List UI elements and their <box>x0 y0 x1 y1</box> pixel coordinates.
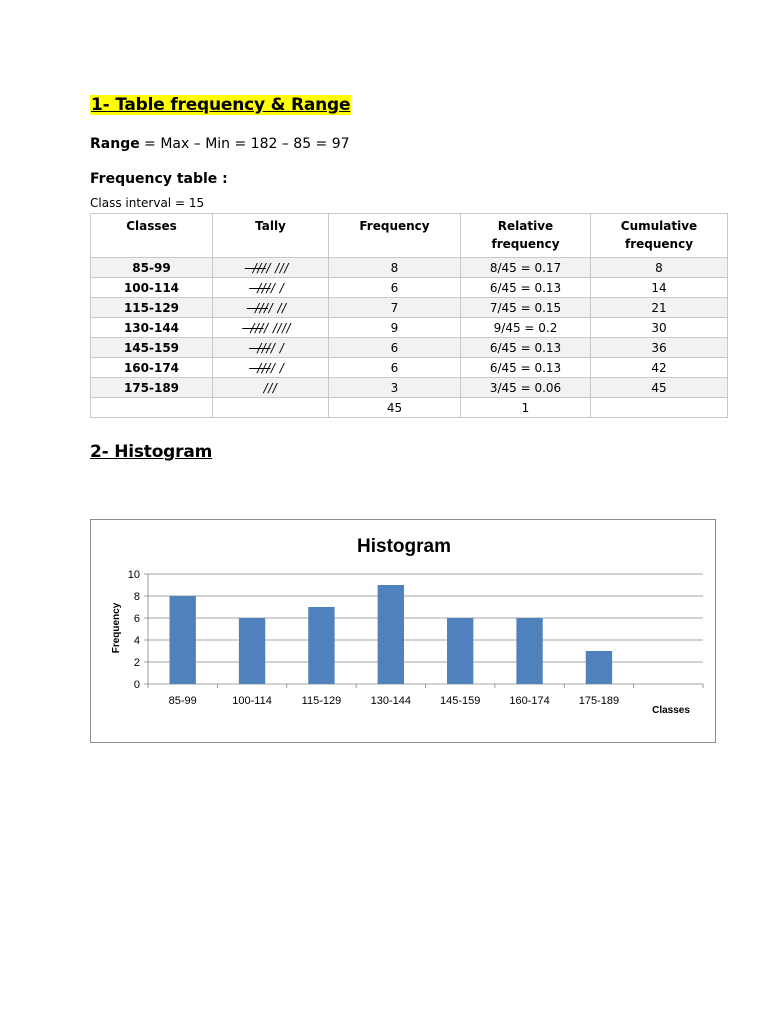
frequency-table-title: Frequency table : <box>90 171 228 187</box>
cell-cumulative: 45 <box>591 378 728 398</box>
y-tick-label: 6 <box>133 613 140 625</box>
cell-relative: 7/45 = 0.15 <box>461 298 591 318</box>
section1-title: 1- Table frequency & Range <box>91 95 351 115</box>
cell-frequency-total: 45 <box>329 398 461 418</box>
cell-cumulative: 42 <box>591 358 728 378</box>
cell-classes: 175-189 <box>91 378 213 398</box>
cell-tally: /// <box>213 378 329 398</box>
histogram-bar <box>170 596 196 684</box>
cell-cumulative: 8 <box>591 258 728 278</box>
cell-tally: ̶/̶/̶/̶/ //// <box>213 318 329 338</box>
x-tick-label: 85-99 <box>168 695 197 707</box>
header-cumulative-frequency: Cumulative frequency <box>591 214 728 258</box>
cell-tally: ̶/̶/̶/̶/ / <box>213 358 329 378</box>
cell-tally: ̶/̶/̶/̶/ // <box>213 298 329 318</box>
table-row <box>91 378 728 398</box>
cell-relative: 6/45 = 0.13 <box>461 278 591 298</box>
y-tick-label: 2 <box>133 657 140 669</box>
cell-cumulative: 30 <box>591 318 728 338</box>
table-header-row <box>91 214 728 258</box>
cell-cumulative: 36 <box>591 338 728 358</box>
x-tick-label: 130-144 <box>370 695 411 707</box>
range-line <box>90 136 350 152</box>
table-row <box>91 338 728 358</box>
table-totals-row <box>91 398 728 418</box>
cell-relative: 9/45 = 0.2 <box>461 318 591 338</box>
cell-classes <box>91 398 213 418</box>
histogram-bar <box>378 585 404 684</box>
cell-frequency: 9 <box>329 318 461 338</box>
histogram-chart <box>90 519 716 743</box>
chart-title: Histogram <box>357 536 451 557</box>
table-row <box>91 298 728 318</box>
cell-relative: 6/45 = 0.13 <box>461 338 591 358</box>
histogram-bar <box>447 618 473 684</box>
cell-classes: 160-174 <box>91 358 213 378</box>
cell-frequency: 6 <box>329 358 461 378</box>
histogram-svg <box>91 520 715 742</box>
frequency-table <box>90 213 728 418</box>
histogram-bar <box>586 651 612 684</box>
x-axis-label: Classes <box>652 705 690 716</box>
range-expression: = Max – Min = 182 – 85 = 97 <box>139 136 350 152</box>
class-interval-note: Class interval = 15 <box>90 196 205 210</box>
cell-classes: 145-159 <box>91 338 213 358</box>
cell-tally: ̶/̶/̶/̶/ /// <box>213 258 329 278</box>
x-tick-label: 145-159 <box>440 695 481 707</box>
cell-relative: 6/45 = 0.13 <box>461 358 591 378</box>
cell-classes: 130-144 <box>91 318 213 338</box>
cell-tally: ̶/̶/̶/̶/ / <box>213 338 329 358</box>
header-relative-frequency: Relative frequency <box>461 214 591 258</box>
histogram-bar <box>239 618 265 684</box>
y-tick-label: 8 <box>133 591 140 603</box>
x-tick-label: 175-189 <box>578 695 620 707</box>
x-tick-label: 160-174 <box>509 695 550 707</box>
table-row <box>91 258 728 278</box>
cell-cumulative <box>591 398 728 418</box>
table-row <box>91 278 728 298</box>
section2-title: 2- Histogram <box>90 442 213 462</box>
header-tally: Tally <box>213 214 329 258</box>
y-tick-label: 0 <box>133 679 140 691</box>
cell-frequency: 3 <box>329 378 461 398</box>
header-frequency: Frequency <box>329 214 461 258</box>
cell-relative: 8/45 = 0.17 <box>461 258 591 278</box>
cell-frequency: 8 <box>329 258 461 278</box>
cell-frequency: 6 <box>329 278 461 298</box>
y-tick-label: 4 <box>133 635 140 647</box>
cell-tally <box>213 398 329 418</box>
cell-cumulative: 21 <box>591 298 728 318</box>
header-classes: Classes <box>91 214 213 258</box>
cell-tally: ̶/̶/̶/̶/ / <box>213 278 329 298</box>
y-tick-label: 10 <box>127 569 140 581</box>
cell-relative-total: 1 <box>461 398 591 418</box>
y-axis-label: Frequency <box>111 602 122 654</box>
histogram-bar <box>308 607 334 684</box>
table-row <box>91 318 728 338</box>
cell-frequency: 7 <box>329 298 461 318</box>
cell-cumulative: 14 <box>591 278 728 298</box>
cell-classes: 85-99 <box>91 258 213 278</box>
range-label: Range <box>90 136 140 152</box>
histogram-bar <box>516 618 542 684</box>
table-row <box>91 358 728 378</box>
cell-classes: 100-114 <box>91 278 213 298</box>
x-tick-label: 100-114 <box>232 695 272 707</box>
cell-relative: 3/45 = 0.06 <box>461 378 591 398</box>
cell-frequency: 6 <box>329 338 461 358</box>
x-tick-label: 115-129 <box>301 695 342 707</box>
cell-classes: 115-129 <box>91 298 213 318</box>
